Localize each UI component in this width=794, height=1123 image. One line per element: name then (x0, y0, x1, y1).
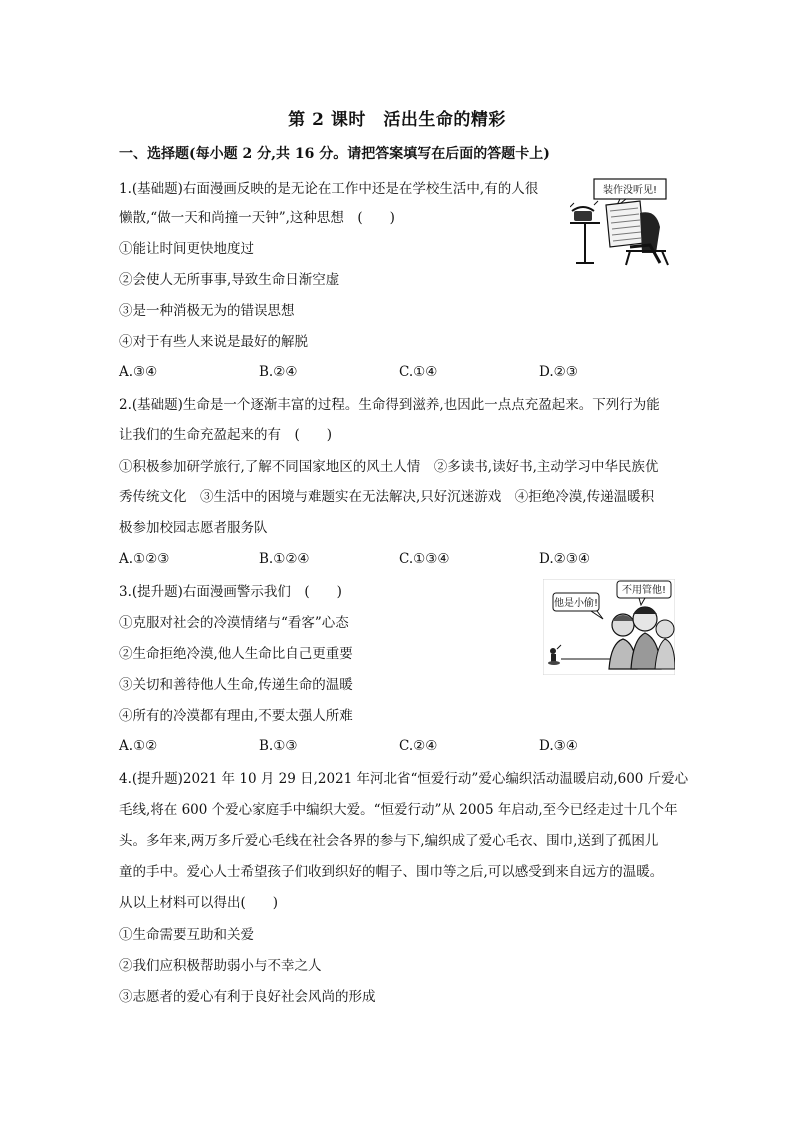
q1-option-a[interactable]: A.③④ (119, 364, 158, 380)
q3-option-c[interactable]: C.②④ (399, 738, 438, 754)
q1-cartoon-image (570, 177, 676, 267)
q3-bubble-thief: 他是小偷! (553, 598, 599, 609)
q3-item-3: ③关切和善待他人生命,传递生命的温暖 (119, 677, 353, 693)
q1-stem-line-1: 1.(基础题)右面漫画反映的是无论在工作中还是在学校生活中,有的人很 (119, 181, 539, 197)
q4-stem-line-5: 从以上材料可以得出( ) (119, 895, 279, 911)
section-heading: 一、选择题(每小题 2 分,共 16 分。请把答案填写在后面的答题卡上) (119, 146, 550, 162)
q1-option-c[interactable]: C.①④ (399, 364, 438, 380)
q3-cartoon-image (543, 579, 675, 675)
q1-cartoon-caption: 装作没听见! (602, 185, 658, 196)
q3-stem: 3.(提升题)右面漫画警示我们 ( ) (119, 584, 342, 600)
q3-item-2: ②生命拒绝冷漠,他人生命比自己更重要 (119, 646, 353, 662)
q2-option-b[interactable]: B.①②④ (259, 551, 310, 567)
q1-option-d[interactable]: D.②③ (539, 364, 578, 380)
q2-stem-line-1: 2.(基础题)生命是一个逐渐丰富的过程。生命得到滋养,也因此一点点充盈起来。下列行为能 (119, 397, 660, 413)
q3-option-d[interactable]: D.③④ (539, 738, 578, 754)
q4-item-2: ②我们应积极帮助弱小与不幸之人 (119, 958, 322, 974)
q2-item-line-2: 秀传统文化 ③生活中的困境与难题实在无法解决,只好沉迷游戏 ④拒绝冷漠,传递温暖积 (119, 489, 655, 505)
q1-item-1: ①能让时间更快地度过 (119, 241, 254, 257)
q1-options (119, 364, 679, 382)
q3-options (119, 738, 679, 756)
q4-stem-line-4: 童的手中。爱心人士希望孩子们收到织好的帽子、围巾等之后,可以感受到来自远方的温暖。 (119, 864, 664, 880)
q3-item-4: ④所有的冷漠都有理由,不要太强人所难 (119, 708, 353, 724)
q1-item-4: ④对于有些人来说是最好的解脱 (119, 334, 308, 350)
q1-option-b[interactable]: B.②④ (259, 364, 298, 380)
q3-item-1: ①克服对社会的冷漠情绪与“看客”心态 (119, 615, 349, 631)
q2-option-d[interactable]: D.②③④ (539, 551, 590, 567)
q4-stem-line-2: 毛线,将在 600 个爱心家庭手中编织大爱。“恒爱行动”从 2005 年启动,至今已经走过十几个年 (119, 802, 678, 818)
q4-stem-line-3: 头。多年来,两万多斤爱心毛线在社会各界的参与下,编织成了爱心毛衣、围巾,送到了孤困儿 (119, 833, 659, 849)
q4-stem-line-1: 4.(提升题)2021 年 10 月 29 日,2021 年河北省“恒爱行动”爱心编织活动温暖启动,600 斤爱心 (119, 771, 689, 787)
q2-item-line-1: ①积极参加研学旅行,了解不同国家地区的风土人情 ②多读书,读好书,主动学习中华民族优 (119, 459, 659, 475)
page-title: 第 2 课时 活出生命的精彩 (288, 110, 506, 130)
q2-item-line-3: 极参加校园志愿者服务队 (119, 520, 268, 536)
q1-item-3: ③是一种消极无为的错误思想 (119, 303, 295, 319)
q3-bubble-ignore: 不用管他! (621, 585, 667, 596)
q2-stem-line-2: 让我们的生命充盈起来的有 ( ) (119, 427, 333, 443)
q4-item-3: ③志愿者的爱心有利于良好社会风尚的形成 (119, 989, 376, 1005)
q4-item-1: ①生命需要互助和关爱 (119, 927, 254, 943)
q2-option-c[interactable]: C.①③④ (399, 551, 450, 567)
q1-item-2: ②会使人无所事事,导致生命日渐空虚 (119, 272, 340, 288)
q3-option-a[interactable]: A.①② (119, 738, 158, 754)
q2-option-a[interactable]: A.①②③ (119, 551, 170, 567)
q1-stem-line-2: 懒散,“做一天和尚撞一天钟”,这种思想 ( ) (119, 210, 395, 226)
q2-options (119, 551, 679, 569)
q3-option-b[interactable]: B.①③ (259, 738, 298, 754)
